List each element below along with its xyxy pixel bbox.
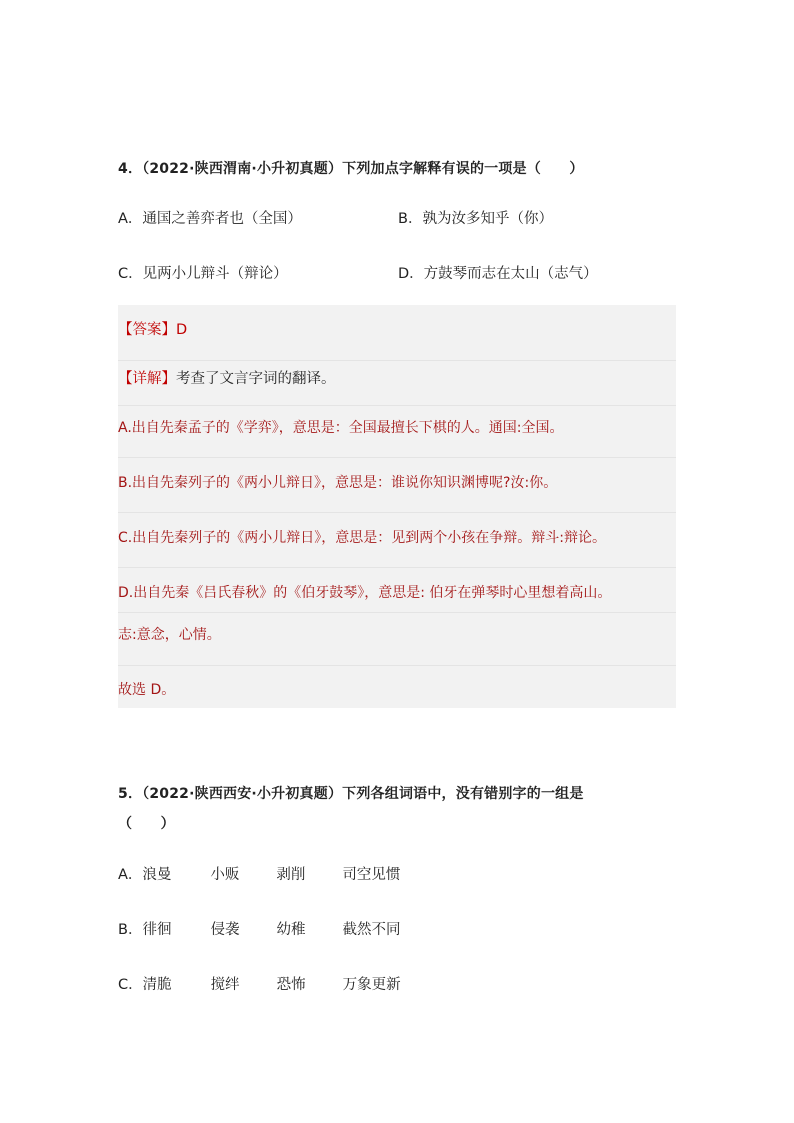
option-word: 司空见惯: [342, 867, 401, 883]
q4-explanation-d: D.出自先秦《吕氏春秋》的《伯牙鼓琴》，意思是: 伯牙在弹琴时心里想着高山。: [118, 585, 612, 601]
q5-option-b: [118, 918, 400, 939]
q4-option-c: C．见两小儿辩斗（辩论）: [118, 266, 288, 282]
option-word: 徘徊: [142, 922, 172, 938]
option-word: 万象更新: [342, 977, 401, 993]
option-word: 恐怖: [276, 977, 306, 993]
option-word: 侵袭: [210, 922, 240, 938]
option-label: B．: [118, 922, 143, 938]
answer-value: D: [176, 322, 188, 338]
divider: [118, 360, 676, 361]
question-4-title: 4．（2022·陕西渭南·小升初真题）下列加点字解释有误的一项是（ ）: [118, 161, 584, 177]
answer-tag: 【答案】: [118, 322, 176, 338]
divider: [118, 457, 676, 458]
question-5-title-cont: （ ）: [118, 816, 175, 832]
divider: [118, 612, 676, 613]
q4-conclusion: 故选 D。: [118, 682, 176, 698]
divider: [118, 567, 676, 568]
q4-answer-line: [118, 318, 187, 339]
q4-option-b: B．孰为汝多知乎（你）: [398, 211, 553, 227]
q4-explanation-d-cont: 志:意念，心情。: [118, 627, 221, 643]
q5-option-c: [118, 973, 401, 994]
option-word: 搅绊: [210, 977, 240, 993]
option-word: 浪曼: [142, 867, 172, 883]
detail-tag: 【详解】: [118, 371, 176, 387]
q4-option-a: A．通国之善弈者也（全国）: [118, 211, 302, 227]
q5-option-a: [118, 863, 400, 884]
option-word: 清脆: [142, 977, 172, 993]
option-label: C．: [118, 977, 143, 993]
detail-text: 考查了文言字词的翻译。: [176, 371, 336, 387]
divider: [118, 405, 676, 406]
q4-explanation-c: C.出自先秦列子的《两小儿辩日》，意思是：见到两个小孩在争辩。辩斗:辩论。: [118, 530, 606, 546]
divider: [118, 512, 676, 513]
q4-explanation-a: A.出自先秦孟子的《学弈》，意思是：全国最擅长下棋的人。通国:全国。: [118, 420, 564, 436]
q4-detail-line: [118, 367, 336, 388]
option-word: 剥削: [276, 867, 306, 883]
option-word: 幼稚: [276, 922, 306, 938]
q4-answer-box: [118, 305, 676, 708]
option-label: A．: [118, 867, 143, 883]
question-5-title: 5．（2022·陕西西安·小升初真题）下列各组词语中，没有错别字的一组是: [118, 786, 584, 802]
option-word: 截然不同: [342, 922, 401, 938]
option-word: 小贩: [210, 867, 240, 883]
q4-option-d: D．方鼓琴而志在太山（志气）: [398, 266, 598, 282]
q4-explanation-b: B.出自先秦列子的《两小儿辩日》，意思是：谁说你知识渊博呢?汝:你。: [118, 475, 558, 491]
divider: [118, 665, 676, 666]
